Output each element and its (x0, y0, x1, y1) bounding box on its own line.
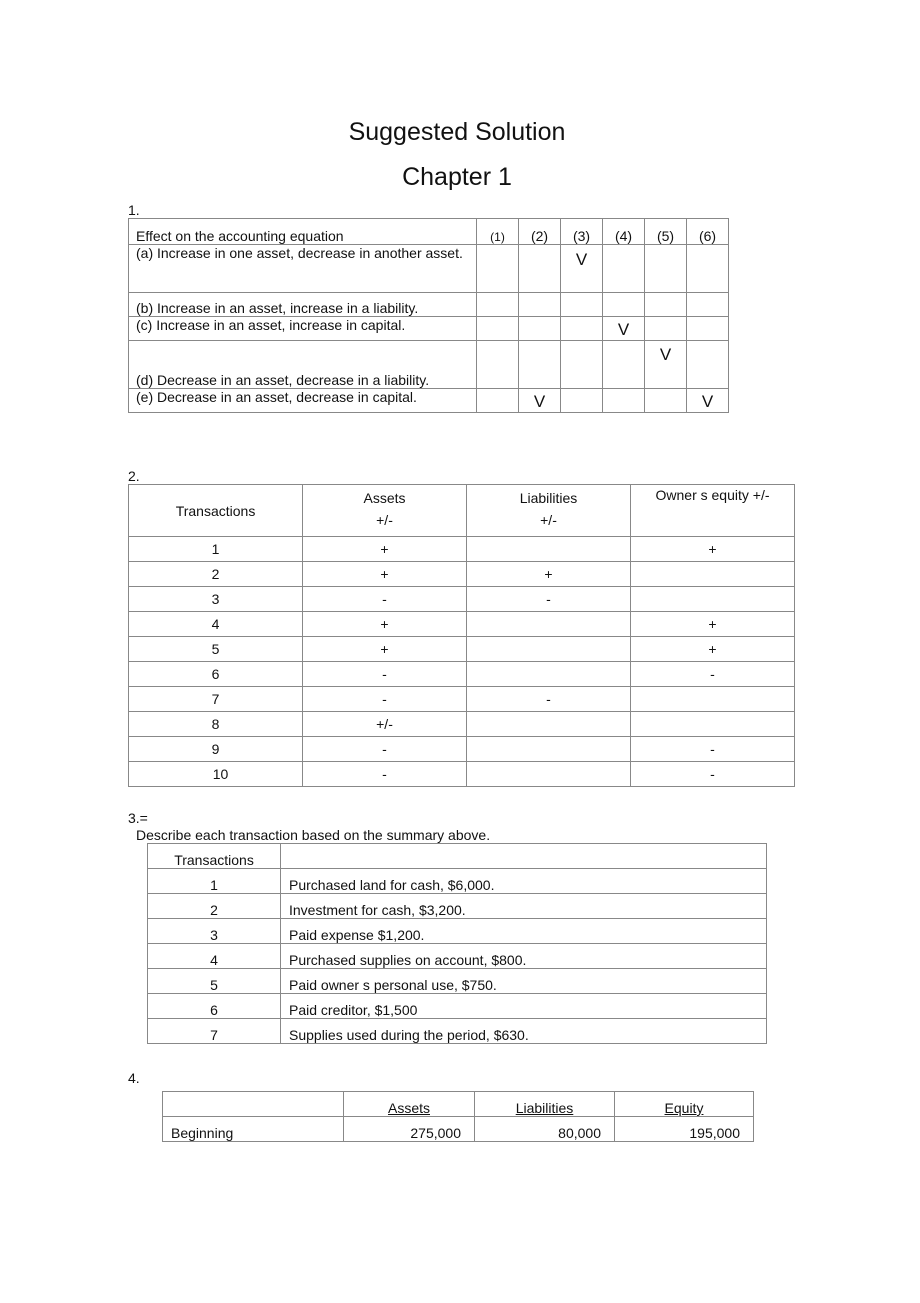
cell (687, 245, 729, 293)
table-row (129, 712, 795, 737)
check-mark: V (701, 392, 714, 411)
equity-cell: - (631, 662, 795, 687)
table-row (129, 587, 795, 612)
transaction-number: 6 (148, 994, 281, 1019)
row-label: (a) Increase in one asset, decrease in another asset. (129, 245, 477, 293)
transaction-number: 3 (148, 919, 281, 944)
table-row (148, 969, 767, 994)
table-row (129, 687, 795, 712)
header-cell: (3) (561, 219, 603, 245)
equity-cell (631, 562, 795, 587)
assets-cell: + (303, 612, 467, 637)
cell (603, 245, 645, 293)
cell (645, 341, 687, 389)
header-assets-label: Assets (363, 490, 406, 506)
cell (603, 389, 645, 413)
cell (603, 293, 645, 317)
transaction-number: 5 (129, 637, 303, 662)
table-header-row (129, 219, 729, 245)
equity-cell (631, 587, 795, 612)
header-transactions: Transactions (129, 485, 303, 537)
cell (687, 389, 729, 413)
transaction-description: Investment for cash, $3,200. (281, 894, 767, 919)
liabilities-cell: - (467, 587, 631, 612)
cell (519, 293, 561, 317)
table-header-row (129, 485, 795, 537)
table-row (129, 737, 795, 762)
check-mark: V (575, 250, 588, 269)
cell (477, 293, 519, 317)
header-liabilities (467, 485, 631, 537)
table-row (148, 994, 767, 1019)
effect-table (128, 218, 729, 413)
row-label: (c) Increase in an asset, increase in capital. (129, 317, 477, 341)
table-row (148, 869, 767, 894)
cell (477, 389, 519, 413)
cell (519, 245, 561, 293)
transaction-number: 2 (129, 562, 303, 587)
cell (519, 341, 561, 389)
header-liabilities: Liabilities (475, 1092, 615, 1117)
transaction-number: 1 (148, 869, 281, 894)
equation-table (162, 1091, 754, 1142)
cell (519, 389, 561, 413)
assets-value: 275,000 (344, 1117, 475, 1142)
table-body (129, 537, 795, 787)
cell (645, 389, 687, 413)
question-3-number: 3.= (128, 810, 148, 826)
equity-cell (631, 687, 795, 712)
header-equity: Equity (615, 1092, 754, 1117)
transaction-description: Supplies used during the period, $630. (281, 1019, 767, 1044)
header-description (281, 844, 767, 869)
header-cell: (4) (603, 219, 645, 245)
table-row (129, 762, 795, 787)
transaction-number: 4 (129, 612, 303, 637)
transaction-number: 5 (148, 969, 281, 994)
row-label: (d) Decrease in an asset, decrease in a liability. (129, 341, 477, 389)
question-1-number: 1. (128, 202, 140, 218)
header-cell: Effect on the accounting equation (129, 219, 477, 245)
liabilities-cell (467, 762, 631, 787)
equity-cell: + (631, 637, 795, 662)
cell (687, 317, 729, 341)
liabilities-cell (467, 537, 631, 562)
transaction-description: Paid expense $1,200. (281, 919, 767, 944)
transaction-number: 8 (129, 712, 303, 737)
question-2-number: 2. (128, 468, 140, 484)
header-assets (303, 485, 467, 537)
header-liabilities-sub: +/- (540, 512, 557, 528)
cell (561, 341, 603, 389)
check-mark: V (617, 320, 630, 339)
transaction-description: Purchased land for cash, $6,000. (281, 869, 767, 894)
assets-cell: - (303, 687, 467, 712)
equity-cell: - (631, 762, 795, 787)
assets-cell: - (303, 587, 467, 612)
question-4-number: 4. (128, 1070, 140, 1086)
cell (687, 341, 729, 389)
cell (603, 317, 645, 341)
check-mark: V (659, 345, 672, 364)
table-header-row (148, 844, 767, 869)
liabilities-cell: - (467, 687, 631, 712)
cell (519, 317, 561, 341)
transaction-number: 7 (129, 687, 303, 712)
cell (477, 317, 519, 341)
assets-cell: + (303, 537, 467, 562)
table-row (129, 389, 729, 413)
transaction-number: 9 (129, 737, 303, 762)
cell (603, 341, 645, 389)
cell (561, 293, 603, 317)
transaction-number: 6 (129, 662, 303, 687)
table-row (129, 662, 795, 687)
cell (477, 341, 519, 389)
cell (561, 245, 603, 293)
cell (645, 317, 687, 341)
cell (561, 389, 603, 413)
liabilities-value: 80,000 (475, 1117, 615, 1142)
liabilities-cell (467, 737, 631, 762)
equity-cell: + (631, 612, 795, 637)
liabilities-cell (467, 612, 631, 637)
row-label: Beginning (163, 1117, 344, 1142)
table-row (148, 944, 767, 969)
row-label: (e) Decrease in an asset, decrease in capital. (129, 389, 477, 413)
row-label: (b) Increase in an asset, increase in a liability. (129, 293, 477, 317)
liabilities-cell (467, 637, 631, 662)
assets-cell: - (303, 737, 467, 762)
page-title: Suggested Solution (348, 118, 566, 146)
chapter-title: Chapter 1 (402, 163, 512, 191)
assets-cell: - (303, 662, 467, 687)
assets-cell: - (303, 762, 467, 787)
table-row (129, 562, 795, 587)
table-row (148, 1019, 767, 1044)
transaction-number: 3 (129, 587, 303, 612)
transaction-description: Purchased supplies on account, $800. (281, 944, 767, 969)
header-liabilities-label: Liabilities (519, 490, 578, 506)
table-row (129, 245, 729, 293)
table-row (129, 537, 795, 562)
assets-cell: + (303, 562, 467, 587)
table-row (129, 637, 795, 662)
liabilities-cell (467, 712, 631, 737)
header-transactions: Transactions (148, 844, 281, 869)
table-row (129, 317, 729, 341)
transaction-number: 10 (129, 762, 303, 787)
transaction-number: 2 (148, 894, 281, 919)
transaction-description-table (147, 843, 767, 1044)
table-row (148, 919, 767, 944)
transaction-number: 1 (129, 537, 303, 562)
table-row (129, 293, 729, 317)
transaction-number: 7 (148, 1019, 281, 1044)
cell (645, 293, 687, 317)
liabilities-cell: + (467, 562, 631, 587)
equity-value: 195,000 (615, 1117, 754, 1142)
table-row (163, 1117, 754, 1142)
equity-cell: - (631, 737, 795, 762)
header-cell: (1) (477, 219, 519, 245)
transaction-description: Paid creditor, $1,500 (281, 994, 767, 1019)
assets-cell: +/- (303, 712, 467, 737)
transaction-description: Paid owner s personal use, $750. (281, 969, 767, 994)
check-mark: V (533, 392, 546, 411)
equity-cell (631, 712, 795, 737)
header-cell: (2) (519, 219, 561, 245)
header-blank (163, 1092, 344, 1117)
table-row (129, 341, 729, 389)
header-cell: (6) (687, 219, 729, 245)
header-cell: (5) (645, 219, 687, 245)
assets-cell: + (303, 637, 467, 662)
cell (477, 245, 519, 293)
equity-cell: + (631, 537, 795, 562)
transaction-number: 4 (148, 944, 281, 969)
table-body (148, 869, 767, 1044)
cell (561, 317, 603, 341)
table-header-row (163, 1092, 754, 1117)
header-assets: Assets (344, 1092, 475, 1117)
cell (687, 293, 729, 317)
cell (645, 245, 687, 293)
liabilities-cell (467, 662, 631, 687)
table-row (129, 612, 795, 637)
table-row (148, 894, 767, 919)
transactions-effect-table (128, 484, 795, 787)
question-3-instruction: Describe each transaction based on the summary above. (136, 827, 491, 843)
header-assets-sub: +/- (376, 512, 393, 528)
header-equity: Owner s equity +/- (631, 485, 795, 537)
